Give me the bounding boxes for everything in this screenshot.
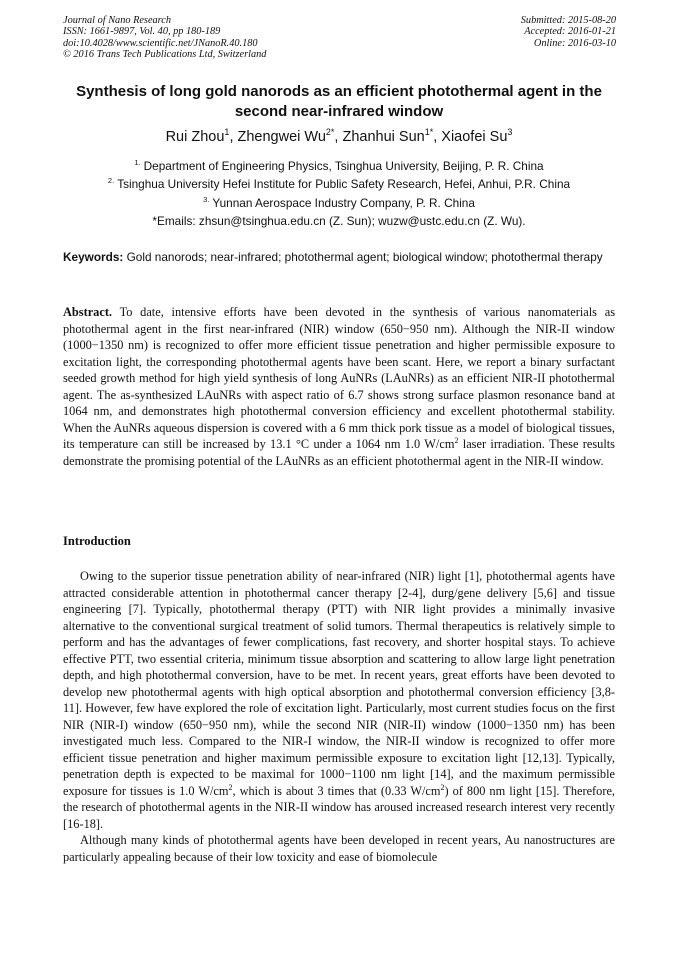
superscript: 2 — [228, 782, 233, 792]
affiliation — [63, 157, 615, 175]
affiliation-text: Yunnan Aerospace Industry Company, P. R. China — [212, 195, 475, 210]
paragraph-text: Owing to the superior tissue penetration ability of near-infrared (NIR) light [1], photothermal agents have attracted considerable attention in photothermal cancer therapy [2-4], durg/gene delivery [5,6] and tissue engineering [7]. Typically, photothermal therapy (PTT) with NIR light provides a minimally invasive alternative to the conventional surgical treatment of solid tumors. Thermal therapeutics is relatively simple to perform and has the advantages of fewer complications, fast recovery, and shorter hospital stays. To achieve effective PTT, two essential criteria, minimum tissue absorption and scattering to allow large light penetration depth, and high photothermal conversion, have to be met. In recent years, great efforts have been devoted to develop new photothermal agents with high optical absorption and photothermal conversion efficiency [3,8-11]. However, few have explored the role of excitation light. Particularly, most current studies focus on the first NIR (NIR-I) window (650−950 nm), while the second NIR (NIR-II) window (1000−1350 nm) has been investigated much less. Compared to the NIR-I window, the NIR-II window is recognized to offer more efficient tissue penetration and higher maximum permissible exposure to excitation light [12,13]. Typically, penetration depth is expected to be maximal for 1000−1100 nm light [14], and the maximum permissible exposure for tissues is 1.0 W/cm — [63, 569, 615, 798]
section-heading-introduction: Introduction — [63, 534, 131, 548]
author-separator: , — [334, 129, 343, 145]
author-affil-mark: 1 — [224, 127, 230, 138]
paragraph — [63, 568, 615, 832]
author-name: Zhanhui Sun — [342, 129, 425, 145]
abstract — [63, 304, 615, 469]
author-separator: , — [229, 129, 238, 145]
author-list — [63, 128, 615, 146]
journal-info — [63, 15, 266, 60]
affiliation-list — [63, 157, 615, 230]
keywords — [63, 249, 615, 266]
corresponding-emails: *Emails: zhsun@tsinghua.edu.cn (Z. Sun); wuzw@ustc.edu.cn (Z. Wu). — [152, 213, 526, 228]
journal-issn: ISSN: 1661-9897, Vol. 40, pp 180-189 — [63, 26, 221, 38]
paragraph-text: , which is about 3 times that (0.33 W/cm — [232, 783, 441, 798]
date-submitted: Submitted: 2015-08-20 — [520, 15, 616, 26]
paragraph: Although many kinds of photothermal agents have been developed in recent years, Au nanostructures are particularly appealing because of their low toxicity and ease of biomolecule — [63, 833, 615, 864]
journal-copyright: © 2016 Trans Tech Publications Ltd, Switzerland — [63, 48, 267, 60]
author-affil-mark: 2* — [325, 127, 335, 138]
keywords-text: Gold nanorods; near-infrared; photothermal agent; biological window; photothermal therapy — [126, 250, 603, 264]
date-accepted: Accepted: 2016-01-21 — [524, 26, 616, 38]
author-name: Zhengwei Wu — [237, 129, 326, 145]
affiliation-number: 2. — [107, 176, 115, 186]
abstract-text: To date, intensive efforts have been devoted in the synthesis of various nanomaterials as photothermal agent in the first near-infrared (NIR) window (650−950 nm). Although the NIR-II window (1000−1350 nm) is recognized to offer more efficient tissue penetration and higher permissible exposure to excitation light, the corresponding photothermal agents have been scant. Here, we report a binary surfactant seeded growth method for high yield synthesis of long AuNRs (LAuNRs) as an efficient NIR-II photothermal agent. The as-synthesized LAuNRs with aspect ratio of 6.7 shows strong surface plasmon resonance band at 1064 nm, and demonstrates high photothermal conversion efficiency and excellent photothermal stability. When the AuNRs aqueous dispersion is covered with a 6 mm thick pork tissue as a model of biological tissues, its temperature can still be increased by 13.1 °C under a 1064 nm 1.0 W/cm — [63, 305, 615, 451]
introduction-body — [63, 568, 615, 865]
affiliation-text: Department of Engineering Physics, Tsinghua University, Beijing, P. R. China — [143, 159, 544, 173]
paper-title: Synthesis of long gold nanorods as an efficient photothermal agent in the second near-infrared window — [76, 83, 602, 120]
abstract-label: Abstract. — [63, 305, 113, 319]
affiliation-text: Tsinghua University Hefei Institute for Public Safety Research, Hefei, Anhui, P.R. China — [117, 177, 571, 192]
date-online: Online: 2016-03-10 — [533, 37, 616, 49]
author-name: Xiaofei Su — [441, 129, 508, 145]
journal-name: Journal of Nano Research — [63, 15, 172, 26]
affiliation — [63, 194, 615, 212]
keywords-label: Keywords: — [63, 250, 124, 264]
superscript: 2 — [454, 435, 459, 445]
author-affil-mark: 1* — [424, 127, 434, 138]
abstract-text-end: laser irradiation. These results demonstrate the promising potential of the LAuNRs as an efficient photothermal agent in the NIR-II window. — [63, 437, 615, 468]
author-name: Rui Zhou — [165, 129, 225, 145]
affiliation-number: 1. — [134, 158, 141, 168]
affiliation-number: 3. — [203, 194, 210, 204]
affiliation — [63, 175, 615, 193]
publication-dates — [521, 15, 616, 49]
superscript: 2 — [440, 782, 445, 792]
author-separator: , — [433, 129, 442, 145]
journal-doi: doi:10.4028/www.scientific.net/JNanoR.40.180 — [63, 37, 258, 49]
paragraph-text: ) of 800 nm light [15]. Therefore, the research of photothermal agents in the NIR-II window has aroused increased research interest very recently [16-18]. — [63, 783, 616, 831]
author-affil-mark: 3 — [507, 127, 513, 138]
